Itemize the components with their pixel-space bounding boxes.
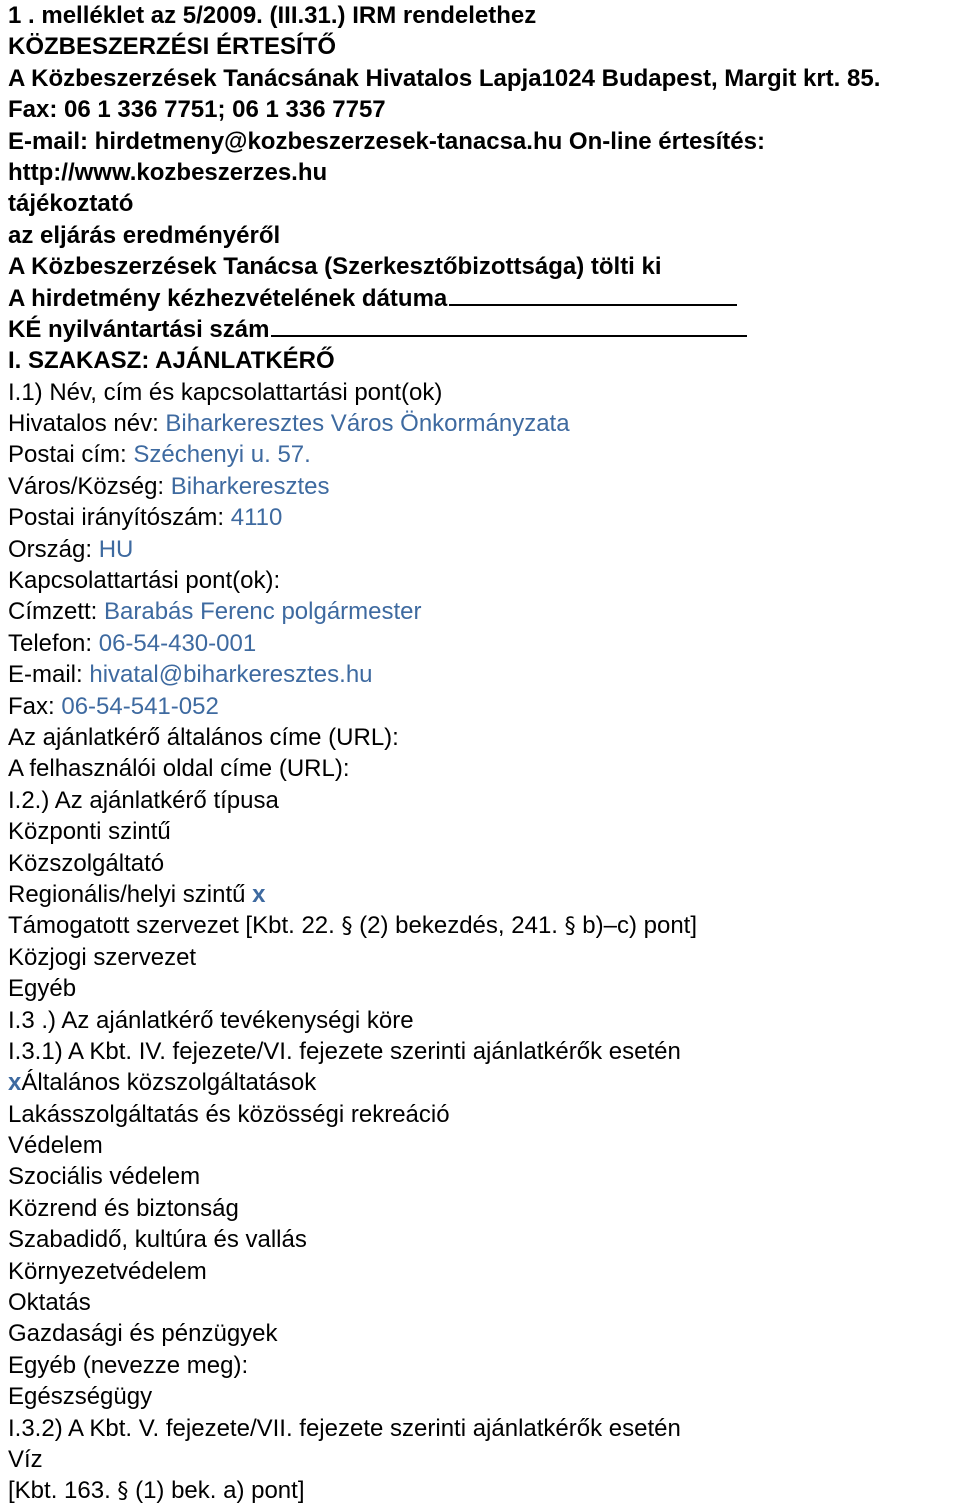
kbt-ref-b: (1) bek. a) pont] — [128, 1477, 305, 1505]
supported-text-b: (2) bekezdés, 241. — [352, 912, 565, 940]
buyer-type-regional-row — [8, 879, 952, 910]
supported-text-c: b)–c) pont] — [575, 912, 698, 940]
activity-general: Általános közszolgáltatások — [21, 1069, 317, 1097]
supported-text-a: Támogatott szervezet [Kbt. 22. — [8, 912, 342, 940]
receipt-date-row — [8, 283, 952, 314]
buyer-type-utility: Közszolgáltató — [8, 849, 165, 877]
document-subject: az eljárás eredményéről — [8, 221, 281, 249]
activity-housing: Lakásszolgáltatás és közösségi rekreáció — [8, 1100, 450, 1128]
official-name-value: Biharkeresztes Város Önkormányzata — [165, 410, 570, 438]
activity-social: Szociális védelem — [8, 1163, 201, 1191]
email-label: E-mail: — [8, 661, 90, 689]
activity-health: Egészségügy — [8, 1383, 153, 1411]
country-label: Ország: — [8, 535, 99, 563]
phone-value: 06-54-430-001 — [98, 629, 257, 657]
activity-general-row — [8, 1067, 952, 1098]
postal-address-value: Széchenyi u. 57. — [133, 441, 311, 469]
zip-row — [8, 502, 952, 533]
zip-value: 4110 — [230, 504, 283, 532]
addressee-row — [8, 596, 952, 627]
checkmark-x: x — [8, 1069, 22, 1097]
activity-environment: Környezetvédelem — [8, 1257, 207, 1285]
section-sign-icon: § — [564, 914, 576, 940]
activity-water: Víz — [8, 1445, 43, 1473]
addressee-label: Címzett: — [8, 598, 105, 626]
country-row — [8, 534, 952, 565]
postal-address-row — [8, 439, 952, 470]
phone-row — [8, 628, 952, 659]
checkmark-x: x — [252, 880, 266, 908]
fax-row — [8, 691, 952, 722]
buyer-type-other: Egyéb — [8, 975, 77, 1003]
fax-value: 06-54-541-052 — [61, 692, 219, 720]
annex-line: 1 . melléklet az 5/2009. (III.31.) IRM rendelethez — [8, 2, 537, 29]
contact-points-label: Kapcsolattartási pont(ok): — [8, 567, 281, 595]
official-name-row — [8, 408, 952, 439]
registration-blank — [271, 335, 747, 337]
city-value: Biharkeresztes — [170, 472, 330, 500]
kbt-ref-a: [Kbt. 163. — [8, 1477, 118, 1505]
city-label: Város/Község: — [8, 472, 171, 500]
buyer-type-central: Központi szintű — [8, 818, 171, 846]
buyer-type-supported-row — [8, 910, 952, 941]
buyer-profile-url-label: A felhasználói oldal címe (URL): — [8, 755, 350, 783]
activity-economic: Gazdasági és pénzügyek — [8, 1320, 278, 1348]
activity-defence: Védelem — [8, 1132, 103, 1160]
activity-public-order: Közrend és biztonság — [8, 1194, 239, 1222]
activity-sub2-heading: I.3.2) A Kbt. V. fejezete/VII. fejezete szerinti ajánlatkérők esetén — [8, 1414, 681, 1442]
email-value[interactable]: hivatal@biharkeresztes.hu — [89, 661, 373, 689]
receipt-date-label: A hirdetmény kézhezvételének dátuma — [8, 284, 448, 312]
website-link[interactable]: http://www.kozbeszerzes.hu — [8, 158, 328, 186]
country-value: HU — [98, 535, 134, 563]
registration-label: KÉ nyilvántartási szám — [8, 315, 270, 343]
zip-label: Postai irányítószám: — [8, 504, 231, 532]
buyer-type-regional: Regionális/helyi szintű — [8, 880, 253, 908]
section-sign-icon: § — [117, 1479, 129, 1505]
phone-label: Telefon: — [8, 629, 99, 657]
activity-sub1-heading: I.3.1) A Kbt. IV. fejezete/VI. fejezete szerinti ajánlatkérők esetén — [8, 1037, 681, 1065]
contact-heading: I.1) Név, cím és kapcsolattartási pont(ok) — [8, 378, 443, 406]
buyer-type-public-law: Közjogi szervezet — [8, 943, 197, 971]
document-page — [8, 0, 952, 1507]
receipt-date-blank — [449, 304, 737, 306]
section-title: I. SZAKASZ: AJÁNLATKÉRŐ — [8, 347, 335, 375]
buyer-type-heading: I.2.) Az ajánlatkérő típusa — [8, 786, 279, 814]
document-type: tájékoztató — [8, 190, 134, 218]
registration-row — [8, 314, 952, 345]
activity-leisure: Szabadidő, kultúra és vallás — [8, 1226, 307, 1254]
activity-education: Oktatás — [8, 1289, 91, 1317]
postal-address-label: Postai cím: — [8, 441, 134, 469]
email-row — [8, 659, 952, 690]
fax-label: Fax: — [8, 692, 62, 720]
editor-note: A Közbeszerzések Tanácsa (Szerkesztőbizottsága) tölti ki — [8, 253, 662, 281]
activity-other: Egyéb (nevezze meg): — [8, 1351, 249, 1379]
kbt-reference-row — [8, 1475, 952, 1506]
activity-heading: I.3 .) Az ajánlatkérő tevékenységi köre — [8, 1006, 414, 1034]
official-name-label: Hivatalos név: — [8, 410, 166, 438]
city-row — [8, 471, 952, 502]
fax-line: Fax: 06 1 336 7751; 06 1 336 7757 — [8, 96, 386, 124]
journal-title: KÖZBESZERZÉSI ÉRTESÍTŐ — [8, 33, 337, 61]
email-line: E-mail: hirdetmeny@kozbeszerzesek-tanacsa.hu On-line értesítés: — [8, 127, 765, 155]
publisher-line: A Közbeszerzések Tanácsának Hivatalos Lapja1024 Budapest, Margit krt. 85. — [8, 64, 881, 92]
addressee-value: Barabás Ferenc polgármester — [104, 598, 422, 626]
section-sign-icon: § — [341, 914, 353, 940]
general-url-label: Az ajánlatkérő általános címe (URL): — [8, 723, 399, 751]
